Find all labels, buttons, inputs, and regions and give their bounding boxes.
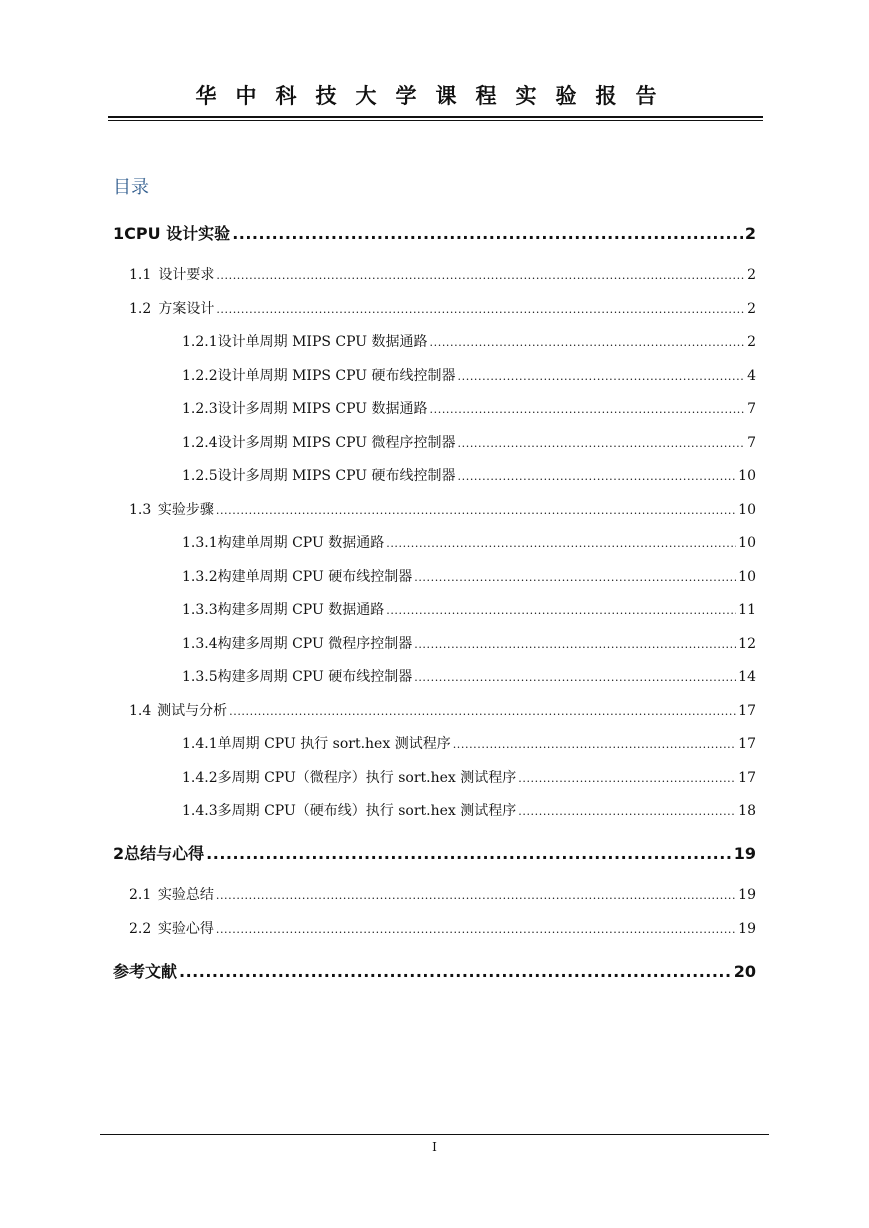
toc-entry-title: 构建多周期 CPU 硬布线控制器 [217, 669, 413, 685]
toc-entry[interactable] [182, 331, 756, 353]
toc-entry[interactable] [182, 633, 756, 655]
toc-entry-page: 10 [738, 502, 756, 518]
toc-entry-page: 19 [738, 921, 756, 937]
toc-entry-title: 构建多周期 CPU 数据通路 [217, 602, 385, 618]
toc-entry-number: 2.2 [129, 921, 152, 937]
toc-entry-page: 18 [738, 803, 756, 819]
toc-entry-title: CPU 设计实验 [124, 224, 231, 243]
toc-entry-number: 1.3.5 [182, 669, 218, 685]
toc-entry-number: 1.3.4 [182, 636, 218, 652]
toc-entry[interactable] [129, 264, 756, 286]
toc-entry[interactable] [113, 842, 756, 866]
toc-entry[interactable] [129, 499, 756, 521]
toc-entry-page: 17 [738, 770, 756, 786]
toc-entry-title: 单周期 CPU 执行 sort.hex 测试程序 [217, 736, 451, 752]
toc-dot-leader [386, 533, 736, 555]
toc-entry-number: 1.3.3 [182, 602, 218, 618]
toc-entry-number: 2 [113, 844, 125, 863]
toc-dot-leader [216, 500, 736, 522]
toc-entry-page: 17 [738, 736, 756, 752]
toc-entry-page: 2 [747, 267, 756, 283]
toc-entry-title: 构建单周期 CPU 硬布线控制器 [217, 569, 413, 585]
report-header-title: 华中科技大学课程实验报告 [195, 83, 676, 108]
toc-entry-page: 2 [744, 224, 756, 243]
toc-entry[interactable] [182, 666, 756, 688]
toc-entry-title: 多周期 CPU（硬布线）执行 sort.hex 测试程序 [217, 803, 517, 819]
toc-entry-page: 12 [738, 636, 756, 652]
toc-entry-title: 设计要求 [158, 267, 215, 283]
toc-dot-leader [518, 801, 736, 823]
toc-dot-leader [430, 399, 746, 421]
toc-dot-leader [453, 734, 736, 756]
toc-entry[interactable] [182, 532, 756, 554]
toc-entry-page: 14 [738, 669, 756, 685]
toc-dot-leader [216, 885, 736, 907]
toc-dot-leader [458, 433, 746, 455]
toc-entry-title: 设计多周期 MIPS CPU 微程序控制器 [217, 435, 456, 451]
toc-entry-number: 1.3 [129, 502, 152, 518]
toc-entry-page: 10 [738, 468, 756, 484]
toc-entry-title: 方案设计 [158, 301, 215, 317]
toc-entry-title: 构建多周期 CPU 微程序控制器 [217, 636, 413, 652]
toc-entry-page: 10 [738, 569, 756, 585]
toc-entry-title: 构建单周期 CPU 数据通路 [217, 535, 385, 551]
toc-dot-leader [206, 842, 732, 866]
toc-entry[interactable] [182, 733, 756, 755]
toc-entry-number: 1 [113, 224, 125, 243]
toc-dot-leader [386, 600, 736, 622]
toc-entry-page: 19 [733, 844, 756, 863]
toc-entry-number: 1.2.2 [182, 368, 218, 384]
header-rule-thin [108, 120, 763, 121]
toc-entry-number: 1.4.3 [182, 803, 218, 819]
toc-entry[interactable] [113, 960, 756, 984]
toc-entry-title: 设计单周期 MIPS CPU 硬布线控制器 [217, 368, 456, 384]
header-rule-thick [108, 116, 763, 118]
toc-entry[interactable] [113, 222, 756, 246]
toc-entry-page: 7 [747, 435, 756, 451]
toc-entry[interactable] [182, 432, 756, 454]
toc-entry-number: 1.3.1 [182, 535, 218, 551]
toc-entry-number: 1.3.2 [182, 569, 218, 585]
toc-entry-page: 4 [747, 368, 756, 384]
toc-entry[interactable] [182, 566, 756, 588]
toc-dot-leader [458, 466, 737, 488]
toc-entry-title: 设计多周期 MIPS CPU 硬布线控制器 [217, 468, 456, 484]
toc-entry-page: 2 [747, 301, 756, 317]
toc-entry[interactable] [182, 800, 756, 822]
footer-rule [100, 1134, 769, 1135]
toc-dot-leader [232, 222, 743, 246]
toc-entry[interactable] [182, 365, 756, 387]
toc-entry-number: 1.2.4 [182, 435, 218, 451]
toc-entry-page: 19 [738, 887, 756, 903]
toc-dot-leader [458, 366, 746, 388]
toc-entry-page: 20 [733, 962, 756, 981]
toc-entry-title: 设计多周期 MIPS CPU 数据通路 [217, 401, 428, 417]
toc-entry-title: 总结与心得 [124, 844, 205, 863]
toc-entry-number: 1.1 [129, 267, 152, 283]
toc-entry-title: 实验总结 [157, 887, 214, 903]
toc-entry-title: 实验步骤 [157, 502, 214, 518]
toc-entry-title: 参考文献 [113, 962, 178, 981]
toc-dot-leader [414, 634, 736, 656]
toc-dot-leader [179, 960, 732, 984]
toc-entry-number: 2.1 [129, 887, 152, 903]
toc-entry-page: 7 [747, 401, 756, 417]
toc-entry-number: 1.4 [129, 703, 152, 719]
toc-entry-number: 1.4.2 [182, 770, 218, 786]
toc-entry-number: 1.4.1 [182, 736, 218, 752]
toc-entry[interactable] [129, 700, 756, 722]
toc-entry-title: 测试与分析 [157, 703, 228, 719]
toc-entry-number: 1.2.5 [182, 468, 218, 484]
toc-entry[interactable] [182, 599, 756, 621]
toc-entry[interactable] [182, 767, 756, 789]
toc-dot-leader [216, 265, 745, 287]
toc-entry-page: 11 [738, 602, 756, 618]
toc-dot-leader [414, 667, 736, 689]
toc-entry[interactable] [182, 398, 756, 420]
toc-dot-leader [430, 332, 746, 354]
toc-entry-page: 17 [738, 703, 756, 719]
toc-entry-title: 实验心得 [157, 921, 214, 937]
toc-entry-number: 1.2 [129, 301, 152, 317]
toc-entry-title: 多周期 CPU（微程序）执行 sort.hex 测试程序 [217, 770, 517, 786]
toc-entry-page: 2 [747, 334, 756, 350]
toc-heading: 目录 [113, 177, 149, 198]
footer-page-number: I [432, 1140, 437, 1154]
toc-dot-leader [414, 567, 736, 589]
toc-dot-leader [216, 919, 736, 941]
toc-entry-title: 设计单周期 MIPS CPU 数据通路 [217, 334, 428, 350]
toc-entry-page: 10 [738, 535, 756, 551]
toc-dot-leader [216, 299, 745, 321]
toc-dot-leader [518, 768, 736, 790]
toc-entry[interactable] [129, 918, 756, 940]
toc-entry[interactable] [129, 298, 756, 320]
toc-entry-number: 1.2.3 [182, 401, 218, 417]
toc-entry[interactable] [129, 884, 756, 906]
toc-dot-leader [229, 701, 736, 723]
toc-entry[interactable] [182, 465, 756, 487]
toc-entry-number: 1.2.1 [182, 334, 218, 350]
